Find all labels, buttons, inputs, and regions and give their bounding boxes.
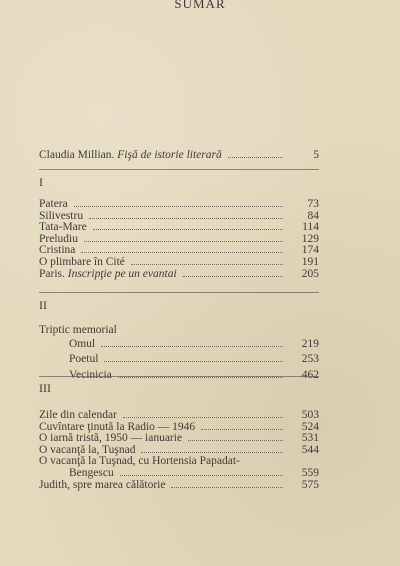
section-divider bbox=[39, 376, 319, 377]
section-divider bbox=[39, 169, 319, 170]
dot-leader bbox=[101, 346, 283, 347]
dot-leader bbox=[201, 429, 283, 430]
toc-entry-label: Patera bbox=[39, 198, 68, 210]
toc-entry-page: 559 bbox=[301, 466, 319, 479]
section-iii bbox=[39, 381, 319, 491]
dot-leader bbox=[188, 440, 283, 441]
toc-entry-label: Poetul bbox=[69, 353, 99, 366]
dot-leader bbox=[93, 229, 283, 230]
dot-leader bbox=[104, 361, 283, 362]
toc-entry-label: Cuvîntare ţinută la Radio — 1946 bbox=[39, 420, 196, 433]
section-ii bbox=[39, 298, 319, 381]
toc-entry-author: Claudia Millian. bbox=[39, 149, 115, 161]
toc-entry-place: Paris. bbox=[39, 267, 65, 280]
dot-leader bbox=[228, 157, 283, 158]
dot-leader bbox=[84, 241, 283, 242]
toc-entry-page: 114 bbox=[302, 221, 319, 234]
dot-leader bbox=[183, 276, 283, 277]
toc-entry-label: Silivestru bbox=[39, 209, 84, 222]
dot-leader bbox=[89, 218, 283, 219]
toc-entry-page: 253 bbox=[301, 353, 319, 366]
toc-entry-label: Bengescu bbox=[69, 466, 114, 479]
toc-entry-label: Judith, spre marea călătorie bbox=[39, 478, 166, 491]
toc-group-heading bbox=[39, 325, 319, 337]
toc-entry-page: 191 bbox=[301, 255, 319, 268]
dot-leader bbox=[141, 452, 283, 453]
section-divider bbox=[39, 292, 319, 293]
toc-entry-label: Preludiu bbox=[39, 232, 78, 245]
toc-entry[interactable] bbox=[39, 199, 319, 211]
dot-leader bbox=[81, 252, 283, 253]
toc-entry[interactable] bbox=[39, 468, 319, 480]
toc-entry-page: 531 bbox=[301, 432, 319, 445]
dot-leader bbox=[131, 264, 283, 265]
dot-leader bbox=[123, 417, 283, 418]
toc-entry-page: 129 bbox=[301, 232, 319, 245]
toc-entry-label: O iarnă tristă, 1950 — ianuarie bbox=[39, 432, 183, 445]
toc-entry-label: Omul bbox=[69, 337, 96, 350]
toc-entry-label: O vacanţă la Tuşnad, cu Hortensia Papadat- bbox=[39, 455, 240, 468]
toc-entry[interactable] bbox=[39, 269, 319, 281]
toc-entry-page: 544 bbox=[301, 443, 319, 456]
section-number: II bbox=[39, 298, 47, 312]
page-title: SUMAR bbox=[174, 0, 226, 11]
toc-entry[interactable] bbox=[39, 354, 319, 366]
section-i bbox=[39, 175, 319, 280]
toc-entry[interactable] bbox=[39, 234, 319, 246]
toc-entry-italic-title: Inscripţie pe un evantai bbox=[67, 267, 177, 280]
toc-entry-label: Cristina bbox=[39, 244, 76, 257]
toc-entry-label bbox=[39, 269, 177, 281]
toc-entry[interactable] bbox=[39, 339, 319, 351]
toc-entry[interactable] bbox=[39, 480, 319, 492]
toc-entry-label bbox=[39, 150, 222, 162]
toc-entry-page: 575 bbox=[301, 478, 319, 491]
intro-section bbox=[39, 150, 319, 162]
toc-entry-page: 174 bbox=[301, 244, 319, 257]
section-number: III bbox=[39, 381, 51, 395]
toc-entry-label: Tata-Mare bbox=[39, 221, 87, 234]
dot-leader bbox=[74, 206, 283, 207]
toc-entry-page: 5 bbox=[313, 149, 319, 161]
dot-leader bbox=[171, 487, 283, 488]
dot-leader bbox=[120, 475, 283, 476]
toc-entry-page: 219 bbox=[301, 337, 319, 350]
toc-entry-label: Vecinicia bbox=[69, 368, 112, 381]
section-number: I bbox=[39, 175, 43, 189]
toc-entry-page: 84 bbox=[307, 209, 319, 222]
toc-entry-label: O plimbare în Cité bbox=[39, 255, 125, 268]
toc-entry-page: 462 bbox=[301, 368, 319, 381]
toc-entry[interactable] bbox=[39, 410, 319, 422]
toc-entry-page: 205 bbox=[301, 267, 319, 280]
toc-entry-page: 503 bbox=[301, 409, 319, 421]
toc-entry-page: 73 bbox=[307, 198, 319, 210]
toc-entry[interactable] bbox=[39, 150, 319, 162]
toc-group-heading-label: Triptic memorial bbox=[39, 324, 117, 336]
toc-entry[interactable] bbox=[39, 222, 319, 234]
toc-entry-label: O vacanţă la, Tuşnad bbox=[39, 443, 136, 456]
toc-entry-page: 524 bbox=[301, 420, 319, 433]
toc-entry-italic-title: Fişă de istorie literară bbox=[117, 149, 222, 161]
toc-entry-label: Zile din calendar bbox=[39, 409, 117, 421]
